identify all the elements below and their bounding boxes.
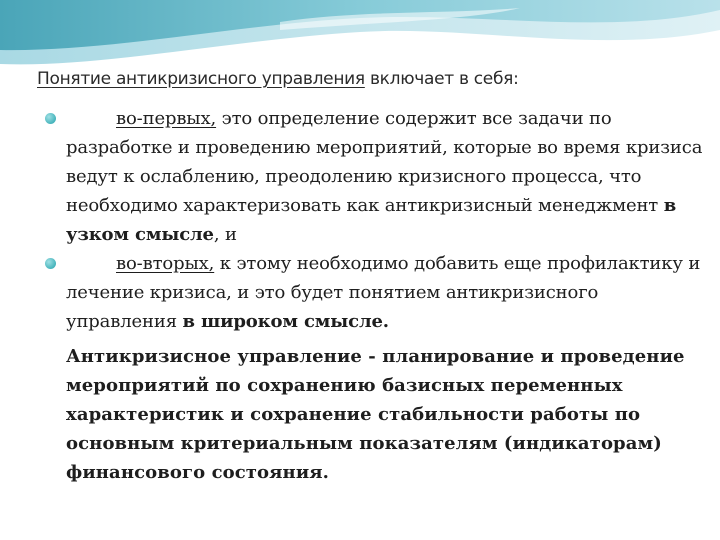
bullet-marker-first: во-первых, <box>116 108 217 129</box>
header-wave-decoration <box>0 0 720 80</box>
heading-rest-text: включает в себя: <box>364 69 519 89</box>
bullet-item-second <box>66 249 712 336</box>
round-bullet-icon <box>45 113 56 124</box>
bullet-marker-second: во-вторых, <box>116 253 215 274</box>
bullet-text-second: к этому необходимо добавить еще профилактику и лечение кризиса, и это будет понятием антикризисного управления <box>66 253 701 332</box>
round-bullet-icon <box>45 258 56 269</box>
bullet-text-first: это определение содержит все задачи по разработке и проведению мероприятий, которые во время кризиса ведут к ослаблению, преодолению кризисного процесса, что необходимо характеризовать как антикризисный менеджмент <box>66 108 703 216</box>
bullet-bold-narrow: в узком смысле <box>66 195 677 245</box>
bullet-item-first <box>66 104 712 249</box>
heading-underlined-text: Понятие антикризисного управления <box>37 69 365 89</box>
bullet-tail-first: , и <box>213 224 237 245</box>
slide-content <box>66 104 712 487</box>
bullet-bold-broad: в широком смысле. <box>182 311 389 332</box>
definition-paragraph: Антикризисное управление - планирование и проведение мероприятий по сохранению базисных переменных характеристик и сохранение стабильности работы по основным критериальным показателям (индикаторам) финансового состояния. <box>66 346 685 483</box>
slide-heading <box>37 69 519 89</box>
